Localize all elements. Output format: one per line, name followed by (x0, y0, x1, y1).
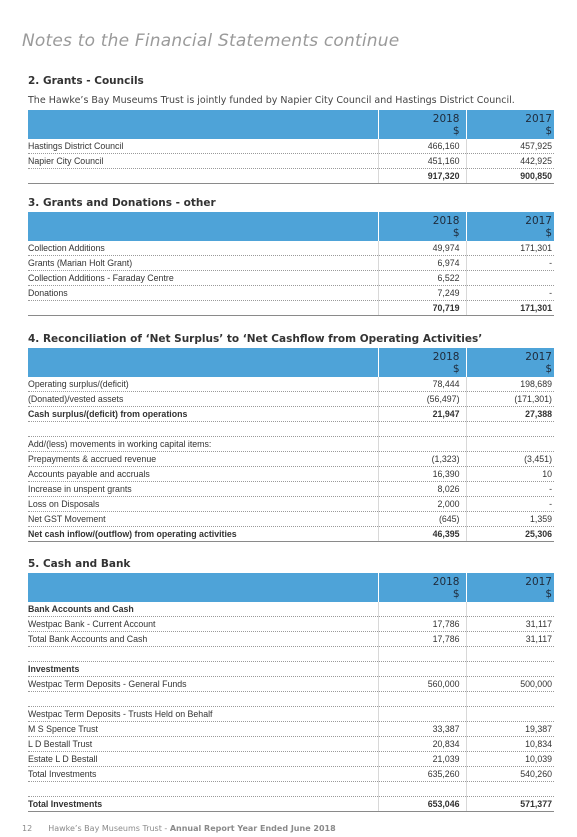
table-row (28, 169, 554, 184)
table-header-row (28, 110, 554, 139)
table-row (28, 422, 554, 437)
value-2017 (466, 422, 554, 437)
footer-org: Hawke’s Bay Museums Trust - (48, 824, 170, 833)
year-label: 2017 (525, 113, 552, 125)
value-2018: 70,719 (378, 301, 466, 316)
value-2018 (378, 602, 466, 617)
grants-donations-table (28, 212, 554, 316)
year-label: 2018 (432, 215, 460, 227)
year-label: 2018 (432, 351, 460, 363)
table-row (28, 752, 554, 767)
header-label-cell (28, 348, 378, 377)
row-label (28, 692, 378, 707)
row-label: Grants (Marian Holt Grant) (28, 256, 378, 271)
row-label (28, 301, 378, 316)
value-2017: (171,301) (466, 392, 554, 407)
row-label: Cash surplus/(deficit) from operations (28, 407, 378, 422)
value-2017: 27,388 (466, 407, 554, 422)
row-label (28, 782, 378, 797)
value-2018: (645) (378, 512, 466, 527)
table-row (28, 782, 554, 797)
row-label: Total Investments (28, 797, 378, 812)
table-header-row (28, 573, 554, 602)
table-row (28, 271, 554, 286)
value-2018 (378, 437, 466, 452)
table-row (28, 692, 554, 707)
row-label: L D Bestall Trust (28, 737, 378, 752)
value-2017: 31,117 (466, 617, 554, 632)
grants-councils-table (28, 110, 554, 184)
table-row (28, 497, 554, 512)
unit-label: $ (452, 125, 460, 137)
header-2017 (466, 348, 554, 377)
row-label: Bank Accounts and Cash (28, 602, 378, 617)
value-2018: 635,260 (378, 767, 466, 782)
row-label: Total Investments (28, 767, 378, 782)
value-2018: 21,039 (378, 752, 466, 767)
row-label: Total Bank Accounts and Cash (28, 632, 378, 647)
value-2017 (466, 271, 554, 286)
table-row (28, 767, 554, 782)
header-label-cell (28, 573, 378, 602)
value-2018: 78,444 (378, 377, 466, 392)
row-label: Add/(less) movements in working capital items: (28, 437, 378, 452)
value-2018: 17,786 (378, 632, 466, 647)
row-label: Increase in unspent grants (28, 482, 378, 497)
table-row (28, 467, 554, 482)
header-2018 (378, 110, 466, 139)
value-2017: 500,000 (466, 677, 554, 692)
value-2018: 6,974 (378, 256, 466, 271)
table-row (28, 437, 554, 452)
page-heading: Notes to the Financial Statements continue (22, 31, 400, 51)
table-header-row (28, 348, 554, 377)
table-row (28, 797, 554, 812)
table-row (28, 286, 554, 301)
year-label: 2018 (432, 113, 460, 125)
table-row (28, 527, 554, 542)
value-2017 (466, 707, 554, 722)
value-2017 (466, 782, 554, 797)
table-row (28, 407, 554, 422)
header-2018 (378, 573, 466, 602)
value-2017: 1,359 (466, 512, 554, 527)
value-2018: (1,323) (378, 452, 466, 467)
table-row (28, 241, 554, 256)
cash-bank-table (28, 573, 554, 812)
value-2017: 457,925 (466, 139, 554, 154)
value-2017: - (466, 256, 554, 271)
value-2017: - (466, 482, 554, 497)
value-2017: 19,387 (466, 722, 554, 737)
row-label: Collection Additions - Faraday Centre (28, 271, 378, 286)
header-2018 (378, 348, 466, 377)
header-label-cell (28, 212, 378, 241)
table-row (28, 662, 554, 677)
page-footer (22, 824, 336, 833)
table-row (28, 392, 554, 407)
row-label: Donations (28, 286, 378, 301)
value-2017: 571,377 (466, 797, 554, 812)
value-2017: 198,689 (466, 377, 554, 392)
unit-label: $ (545, 588, 552, 600)
value-2018: 33,387 (378, 722, 466, 737)
value-2018 (378, 647, 466, 662)
header-label-cell (28, 110, 378, 139)
value-2018: 21,947 (378, 407, 466, 422)
table-row (28, 154, 554, 169)
table-row (28, 512, 554, 527)
value-2018: 653,046 (378, 797, 466, 812)
row-label: Westpac Term Deposits - General Funds (28, 677, 378, 692)
value-2018 (378, 707, 466, 722)
value-2018 (378, 692, 466, 707)
value-2017: 25,306 (466, 527, 554, 542)
row-label (28, 169, 378, 184)
value-2018: 16,390 (378, 467, 466, 482)
row-label: Accounts payable and accruals (28, 467, 378, 482)
value-2017: 171,301 (466, 241, 554, 256)
value-2018: (56,497) (378, 392, 466, 407)
value-2017: (3,451) (466, 452, 554, 467)
value-2017: 10,039 (466, 752, 554, 767)
value-2017: 171,301 (466, 301, 554, 316)
value-2017: - (466, 497, 554, 512)
header-2017 (466, 573, 554, 602)
page-number: 12 (22, 824, 33, 833)
year-label: 2018 (432, 576, 460, 588)
value-2018: 560,000 (378, 677, 466, 692)
value-2018: 8,026 (378, 482, 466, 497)
value-2018: 7,249 (378, 286, 466, 301)
section-title-grants-councils: 2. Grants - Councils (28, 75, 144, 87)
table-row (28, 737, 554, 752)
value-2017: 900,850 (466, 169, 554, 184)
value-2017 (466, 662, 554, 677)
unit-label: $ (545, 125, 552, 137)
header-2017 (466, 212, 554, 241)
header-2017 (466, 110, 554, 139)
value-2018: 2,000 (378, 497, 466, 512)
row-label: Westpac Term Deposits - Trusts Held on Behalf (28, 707, 378, 722)
value-2018: 17,786 (378, 617, 466, 632)
table-header-row (28, 212, 554, 241)
table-row (28, 677, 554, 692)
row-label: Westpac Bank - Current Account (28, 617, 378, 632)
year-label: 2017 (525, 576, 552, 588)
table-row (28, 647, 554, 662)
value-2017: 10,834 (466, 737, 554, 752)
header-2018 (378, 212, 466, 241)
row-label (28, 647, 378, 662)
row-label: Operating surplus/(deficit) (28, 377, 378, 392)
value-2018: 20,834 (378, 737, 466, 752)
value-2017: 540,260 (466, 767, 554, 782)
value-2017: 31,117 (466, 632, 554, 647)
row-label: Investments (28, 662, 378, 677)
row-label: Net cash inflow/(outflow) from operating activities (28, 527, 378, 542)
value-2017: 442,925 (466, 154, 554, 169)
row-label: Napier City Council (28, 154, 378, 169)
value-2018 (378, 662, 466, 677)
value-2018: 917,320 (378, 169, 466, 184)
table-row (28, 482, 554, 497)
row-label: (Donated)/vested assets (28, 392, 378, 407)
table-row (28, 602, 554, 617)
row-label: M S Spence Trust (28, 722, 378, 737)
year-label: 2017 (525, 215, 552, 227)
table-row (28, 707, 554, 722)
unit-label: $ (545, 363, 552, 375)
row-label: Net GST Movement (28, 512, 378, 527)
row-label: Estate L D Bestall (28, 752, 378, 767)
value-2018: 6,522 (378, 271, 466, 286)
table-row (28, 632, 554, 647)
value-2017: - (466, 286, 554, 301)
table-row (28, 617, 554, 632)
unit-label: $ (545, 227, 552, 239)
section-title-grants-donations: 3. Grants and Donations - other (28, 197, 216, 209)
value-2018: 466,160 (378, 139, 466, 154)
unit-label: $ (452, 227, 460, 239)
value-2018 (378, 782, 466, 797)
row-label: Loss on Disposals (28, 497, 378, 512)
reconciliation-table (28, 348, 554, 542)
value-2018 (378, 422, 466, 437)
section-title-reconciliation: 4. Reconciliation of ‘Net Surplus’ to ‘Net Cashflow from Operating Activities’ (28, 333, 483, 345)
value-2018: 46,395 (378, 527, 466, 542)
row-label: Prepayments & accrued revenue (28, 452, 378, 467)
table-row (28, 377, 554, 392)
unit-label: $ (452, 588, 460, 600)
value-2018: 451,160 (378, 154, 466, 169)
section-title-cash-bank: 5. Cash and Bank (28, 558, 131, 570)
row-label: Collection Additions (28, 241, 378, 256)
value-2017 (466, 692, 554, 707)
row-label: Hastings District Council (28, 139, 378, 154)
unit-label: $ (452, 363, 460, 375)
section-intro: The Hawke’s Bay Museums Trust is jointly funded by Napier City Council and Hastings District Council. (28, 95, 515, 106)
table-row (28, 256, 554, 271)
table-row (28, 139, 554, 154)
value-2018: 49,974 (378, 241, 466, 256)
footer-report-title: Annual Report Year Ended June 2018 (169, 824, 336, 833)
year-label: 2017 (525, 351, 552, 363)
table-row (28, 301, 554, 316)
value-2017 (466, 647, 554, 662)
value-2017: 10 (466, 467, 554, 482)
value-2017 (466, 602, 554, 617)
table-row (28, 722, 554, 737)
value-2017 (466, 437, 554, 452)
row-label (28, 422, 378, 437)
table-row (28, 452, 554, 467)
